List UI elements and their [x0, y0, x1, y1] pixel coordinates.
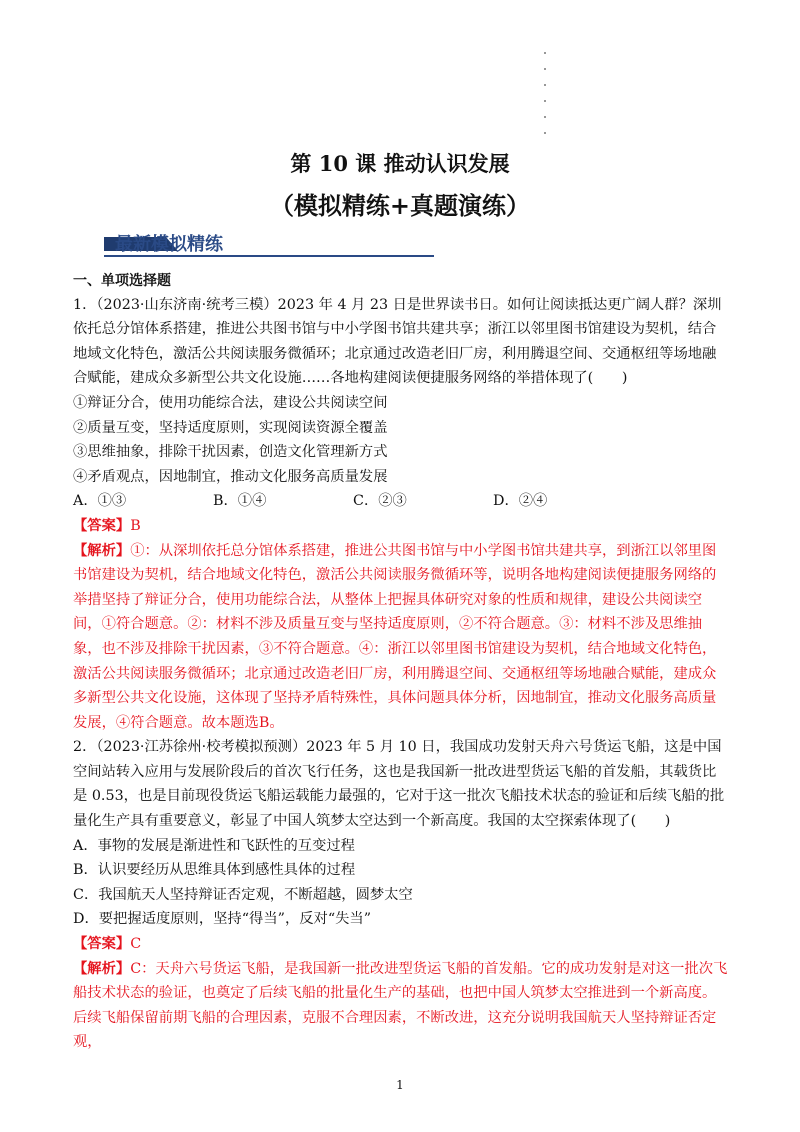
q2-option-d: D．要把握适度原则，坚持“得当”，反对“失当” — [73, 911, 372, 928]
analysis-text: C：天舟六号货运飞船，是我国新一批改进型货运飞船的首发船。它的成功发射是对这一批次飞船技术状态的验证，也奠定了后续飞船的批量化生产的基础，也把中国人筑梦太空推进到一个新高度。后续飞船保留前期飞船的合理因素，克服不合理因素，不断改进，这充分说明我国航天人坚持辩证否定观， — [73, 960, 728, 1051]
q1-option-c: C．②③ — [353, 493, 407, 510]
q1-item: ③思维抽象，排除干扰因素，创造文化管理新方式 — [73, 444, 388, 461]
analysis-label: 【解析】 — [73, 960, 131, 977]
q1-stem: 1．（2023·山东济南·统考三模）2023 年 4 月 23 日是世界读书日。如何让阅读抵达更广阔人群？深圳依托总分馆体系搭建，推进公共图书馆与中小学图书馆共建共享；浙江以邻里图书馆建设为契机，结合地域文化特色，激活公共阅读服务微循环；北京通过改造老旧厂房，利用腾退空间、交通枢纽等场地融合赋能，建成众多新型公共文化设施……各地构建阅读便捷服务网络的举措体现了( ) — [73, 296, 722, 387]
q1-item: ②质量互变，坚持适度原则，实现阅读资源全覆盖 — [73, 419, 388, 436]
section-banner — [104, 230, 434, 258]
q2-option-a: A．事物的发展是渐进性和飞跃性的互变过程 — [73, 837, 355, 854]
page-number: 1 — [396, 1078, 404, 1092]
q2-option-c: C．我国航天人坚持辩证否定观，不断超越，圆梦太空 — [73, 886, 413, 903]
q1-option-a: A．①③ — [73, 493, 127, 510]
q2-stem: 2．（2023·江苏徐州·校考模拟预测）2023 年 5 月 10 日，我国成功发射天舟六号货运飞船，这是中国空间站转入应用与发展阶段后的首次飞行任务，这也是我国新一批改进型货运飞船的首发船，其载货比是 0.53，也是目前现役货运飞船运载能力最强的，它对于这一批次飞船技术状态的验证和后续飞船的批量化生产具有重要意义，彰显了中国人筑梦太空达到一个新高度。我国的太空探索体现了( ) — [73, 739, 725, 830]
analysis-text: ①：从深圳依托总分馆体系搭建，推进公共图书馆与中小学图书馆共建共享，到浙江以邻里图书馆建设为契机，结合地域文化特色，激活公共阅读服务微循环等，说明各地构建阅读便捷服务网络的举措坚持了辩证分合，使用功能综合法，从整体上把握具体研究对象的性质和规律，建设公共阅读空间，①符合题意。②：材料不涉及质量互变与坚持适度原则，②不符合题意。③：材料不涉及思维抽象，也不涉及排除干扰因素，③不符合题意。④：浙江以邻里图书馆建设为契机，结合地域文化特色，激活公共阅读服务微循环；北京通过改造老旧厂房，利用腾退空间、交通枢纽等场地融合赋能，建成众多新型公共文化设施，这体现了坚持矛盾特殊性，具体问题具体分析，因地制宜，推动文化服务高质量发展，④符合题意。故本题选B。 — [73, 542, 717, 731]
q1-answer — [73, 514, 729, 539]
answer-label: 【答案】 — [73, 936, 131, 953]
analysis-label: 【解析】 — [73, 542, 131, 559]
q2-analysis — [73, 957, 729, 1055]
section-title: 一、单项选择题 — [73, 272, 171, 288]
q2-answer — [73, 932, 729, 957]
q2-option-b: B．认识要经历从思维具体到感性具体的过程 — [73, 862, 356, 879]
q1-analysis — [73, 539, 729, 736]
lesson-subtitle: （模拟精练+真题演练） — [269, 191, 531, 220]
q1-item: ④矛盾观点，因地制宜，推动文化服务高质量发展 — [73, 468, 388, 485]
q1-item: ①辩证分合，使用功能综合法，建设公共阅读空间 — [73, 394, 388, 411]
answer-label: 【答案】 — [73, 517, 131, 534]
answer-value: B — [130, 517, 141, 534]
lesson-title: 第 10 课 推动认识发展 — [290, 151, 510, 176]
q1-option-b: B．①④ — [213, 493, 267, 510]
q1-options — [73, 489, 729, 514]
header-dots — [543, 52, 547, 148]
banner-text: 最新模拟精练 — [115, 234, 223, 254]
document-body — [73, 268, 729, 1055]
answer-value: C — [130, 936, 142, 953]
q1-option-d: D．②④ — [493, 493, 548, 510]
